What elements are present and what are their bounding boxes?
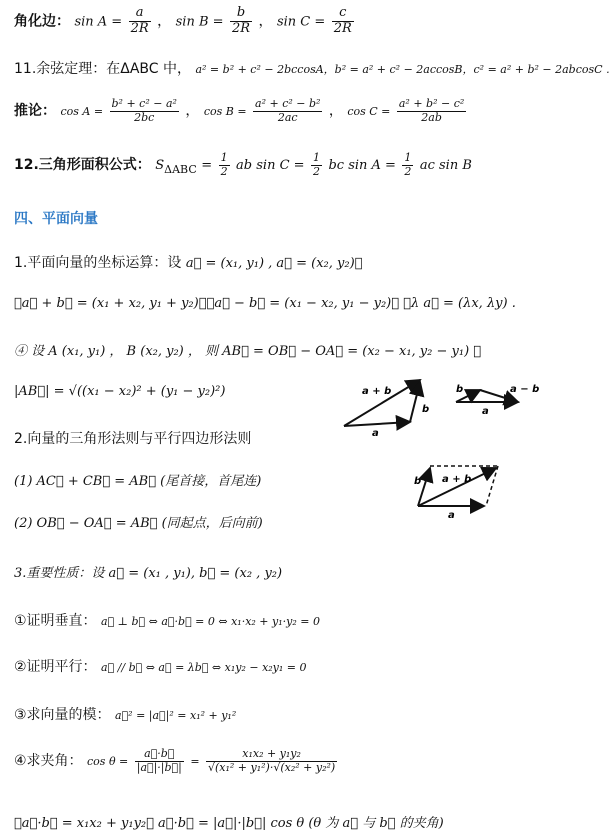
label-a-2: a [482, 406, 489, 417]
row-vector-magnitude: |AB⃗| = √((x₁ − x₂)² + (y₁ − y₂)²) [14, 384, 226, 399]
row-coordinate-ops [14, 252, 362, 272]
label-a-plus-b-2: a + b [442, 474, 472, 485]
area-t3: ac sin B [419, 158, 472, 174]
frac-cosC: $\frac{\text{a² + b² − c²}}{2ab}$ [398, 97, 465, 124]
label-prove-perpendicular: ①证明垂直： [14, 613, 97, 629]
label-corollary: 推论： [14, 103, 56, 120]
label-a: a [372, 428, 379, 439]
row-prove-perpendicular [14, 610, 320, 630]
area-S: S [155, 158, 165, 174]
cosA-left: cos A = [60, 105, 104, 119]
label-a-plus-b: a + b [362, 386, 392, 397]
sep: ， [157, 13, 172, 30]
label-angle-to-side: 角化边： [14, 13, 70, 30]
half-2: $\frac{1}{2}$ [313, 151, 320, 178]
row-prove-parallel [14, 656, 307, 676]
text-important-properties: 3.重要性质：设 a⃗ = (x₁ , y₁), b⃗ = (x₂ , y₂) [14, 566, 283, 581]
cosC-left: cos C = [347, 105, 391, 119]
text-coordinate-ops: 1.平面向量的坐标运算：设 [14, 255, 182, 271]
row-angle-to-side [14, 6, 356, 37]
parallelogram-diagram [412, 458, 507, 521]
frac-cosB: $\frac{\text{a² + c² − b²}}{2ac}$ [255, 97, 321, 124]
triangle-rule-diagram [340, 372, 440, 439]
row-vector-modulus [14, 704, 236, 724]
vector-a-line [344, 422, 410, 426]
subtraction-diagram [450, 380, 540, 420]
section-title-vectors: 四、平面向量 [14, 211, 98, 227]
row-dot-product: ⑤a⃗·b⃗ = x₁x₂ + y₁y₂； a⃗·b⃗ = |a⃗|·|b⃗| cos θ (θ 为 a⃗ 与 b⃗ 的夹角) [14, 816, 444, 831]
frac-angle-2: $\frac{\text{x₁x₂ + y₁y₂}}{\text{√(x₁² + y₁²)·√(x₂² + y₂²)}}$ [207, 747, 336, 774]
area-t1: ab sin C = [236, 158, 305, 174]
formula-coordinate-ops: a⃗ = (x₁, y₁) , a⃗ = (x₂, y₂)， [185, 256, 363, 271]
frac-sinA: $\frac{a}{2R}$ [130, 5, 149, 36]
label-b: b [422, 404, 430, 415]
area-sub: ΔABC [164, 162, 197, 176]
area-eq: = [201, 158, 213, 174]
row-vector-AB: ④ 设 A (x₁, y₁) ， B (x₂, y₂) ， 则 AB⃗ = OB⃗ − OA⃗ = (x₂ − x₁, y₂ − y₁) ， [14, 344, 482, 359]
row-triangle-parallelogram-rule: 2.向量的三角形法则与平行四边形法则 [14, 431, 252, 447]
label-law-of-cosines: 11.余弦定理：在ΔABC 中， [14, 61, 192, 77]
label-area-formula: 12.三角形面积公式： [14, 157, 151, 174]
label-vector-modulus: ③求向量的模： [14, 707, 111, 723]
frac-sinC: $\frac{c}{2R}$ [333, 5, 352, 36]
half-1: $\frac{1}{2}$ [220, 151, 228, 178]
row-important-properties [14, 562, 282, 581]
row-law-of-cosines [14, 58, 610, 78]
angle-eq: = [190, 755, 200, 769]
eq-sinA-left: sin A = [74, 14, 123, 30]
cos-theta-left: cos θ = [87, 755, 129, 769]
row-rule-1: (1) AC⃗ + CB⃗ = AB⃗ (尾首接，首尾连) [14, 474, 262, 489]
formula-prove-parallel: a⃗ // b⃗ ⇔ a⃗ = λb⃗ ⇔ x₁y₂ − x₂y₁ = 0 [101, 661, 307, 674]
formula-law-of-cosines: a² = b² + c² − 2bccosA，b² = a² + c² − 2accosB，c² = a² + b² − 2abcosC . [195, 63, 610, 76]
label-a-minus-b: a − b [510, 384, 540, 395]
half-3: $\frac{1}{2}$ [404, 151, 412, 178]
sep: ， [258, 13, 273, 30]
row-angle [14, 748, 339, 774]
row-vector-add-sub: ①a⃗ + b⃗ = (x₁ + x₂, y₁ + y₂)；②a⃗ − b⃗ = (x₁ − x₂, y₁ − y₂)； ③λ a⃗ = (λx, λy) . [14, 296, 516, 311]
frac-cosA: $\frac{\text{b² + c² − a²}}{2bc}$ [111, 97, 177, 124]
row-area-formula [14, 152, 472, 178]
cosB-left: cos B = [203, 105, 247, 119]
eq-sinB-left: sin B = [175, 14, 224, 30]
label-b-2: b [456, 384, 464, 395]
vector-b-line [410, 382, 420, 422]
label-a-3: a [448, 510, 455, 521]
row-rule-2: (2) OB⃗ − OA⃗ = AB⃗ (同起点，后向前) [14, 516, 263, 531]
area-t2: bc sin A = [328, 158, 396, 174]
row-corollary: 推论： cos A = $\frac{\text{b² + c² − a²}}{2bc}$ ， cos B = $\frac{\text{a² + c² − b²}}{2ac}$ ， cos C = $\frac{\text{a² + b² − c²}}{2ab}$ [14, 97, 465, 124]
frac-angle-1: $\frac{a⃗\cdot b⃗}{|a⃗|\cdot|b⃗|}$ [136, 747, 182, 774]
label-b-3: b [414, 476, 422, 487]
frac-sinB: $\frac{b}{2R}$ [232, 5, 251, 36]
eq-sinC-left: sin C = [276, 14, 326, 30]
formula-prove-perpendicular: a⃗ ⊥ b⃗ ⇔ a⃗·b⃗ = 0 ⇔ x₁·x₂ + y₁·y₂ = 0 [101, 615, 320, 628]
formula-vector-modulus: a⃗² = |a⃗|² = x₁² + y₁² [115, 709, 237, 722]
label-prove-parallel: ②证明平行： [14, 659, 97, 675]
label-angle: ④求夹角： [14, 753, 83, 770]
